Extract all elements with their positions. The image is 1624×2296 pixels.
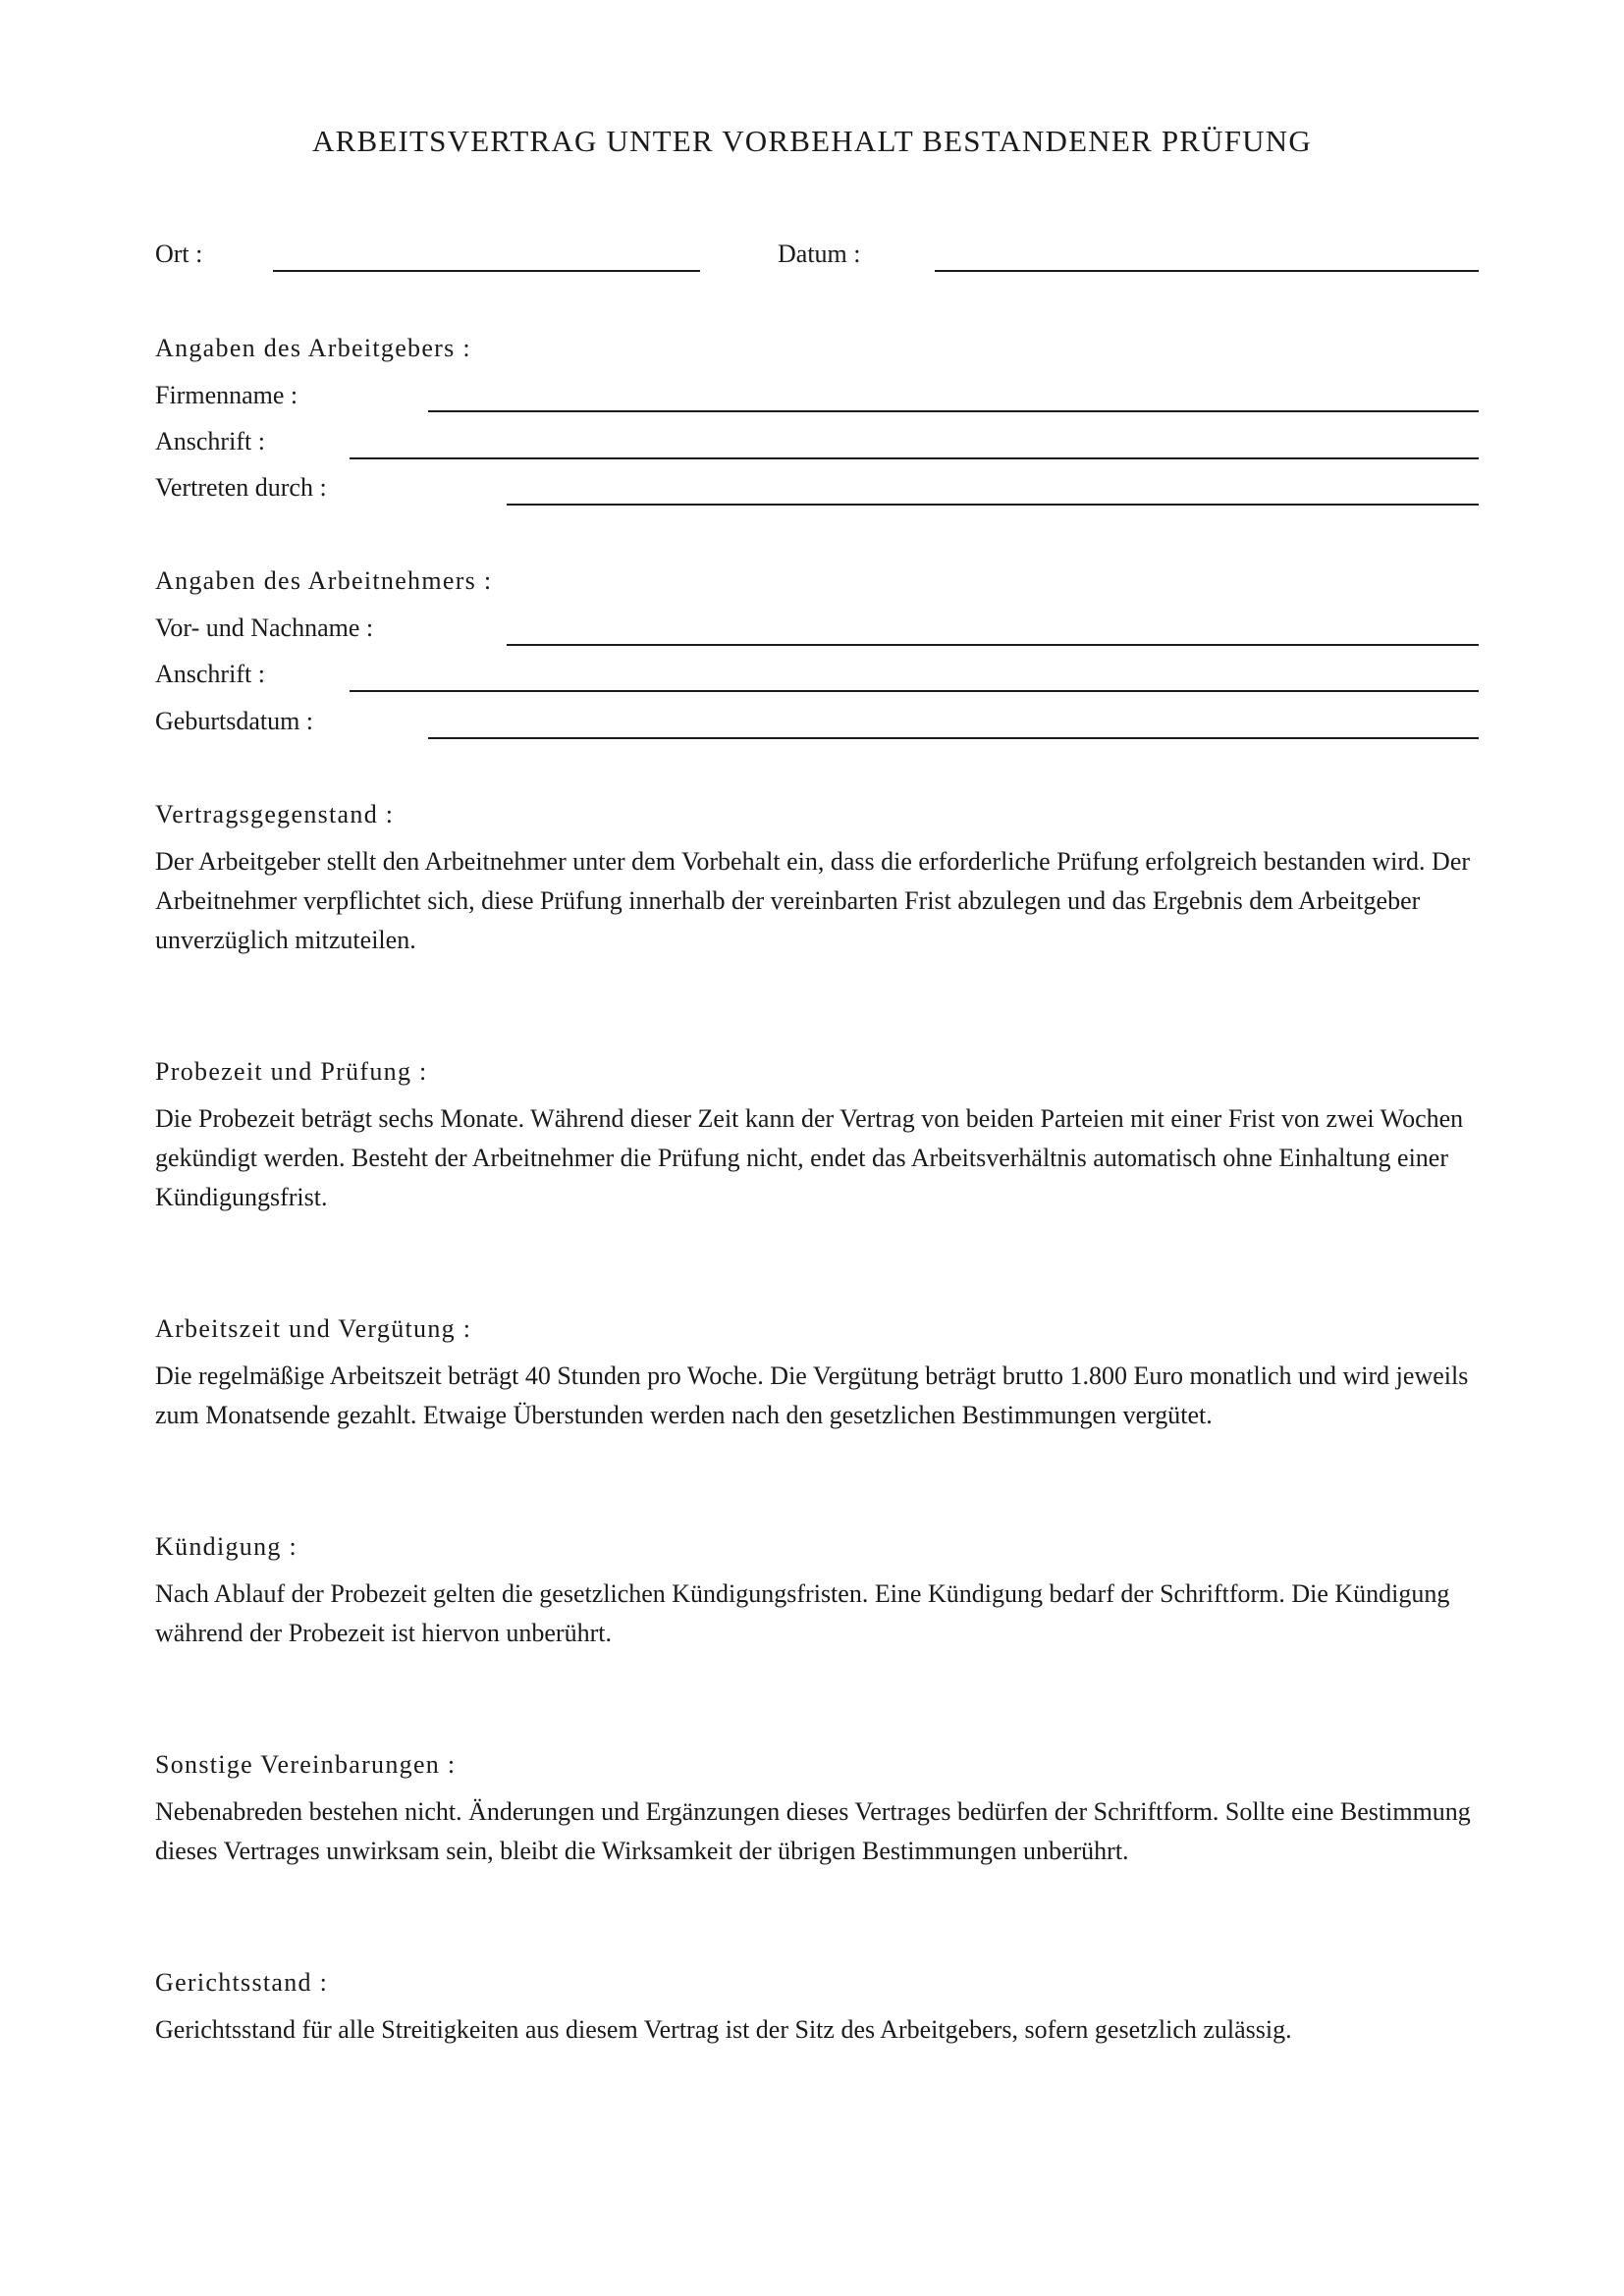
section-text-gerichtsstand: Gerichtsstand für alle Streitigkeiten aus diesem Vertrag ist der Sitz des Arbeitgebers, sofern gesetzlich zulässig.: [155, 2015, 1292, 2044]
datum-label: Datum :: [778, 240, 861, 268]
ort-label: Ort :: [155, 240, 203, 268]
arbeitnehmer-anschrift-label: Anschrift :: [155, 660, 265, 688]
datum-field-line[interactable]: [935, 270, 1479, 272]
name-label: Vor- und Nachname :: [155, 614, 374, 642]
ort-field-line[interactable]: [273, 270, 700, 272]
arbeitnehmer-heading: Angaben des Arbeitnehmers :: [155, 566, 493, 595]
arbeitnehmer-anschrift-field-line[interactable]: [350, 690, 1479, 692]
section-heading-gerichtsstand: Gerichtsstand :: [155, 1968, 329, 1997]
section-heading-arbeitszeit: Arbeitszeit und Vergütung :: [155, 1314, 472, 1343]
firmenname-field-line[interactable]: [428, 410, 1479, 412]
section-text-sonstige: Nebenabreden bestehen nicht. Änderungen und Ergänzungen dieses Vertrages bedürfen der Schriftform. Sollte eine Bestimmung dieses Vertrages unwirksam sein, bleibt die Wirksamkeit der übrigen Bestimmungen unberührt.: [155, 1797, 1471, 1865]
section-text-vertragsgegenstand: Der Arbeitgeber stellt den Arbeitnehmer unter dem Vorbehalt ein, dass die erforderliche Prüfung erfolgreich bestanden wird. Der Arbeitnehmer verpflichtet sich, diese Prüfung innerhalb der vereinbarten Frist abzulegen und das Ergebnis dem Arbeitgeber unverzüglich mitzuteilen.: [155, 847, 1471, 954]
section-heading-probezeit: Probezeit und Prüfung :: [155, 1057, 428, 1086]
section-text-arbeitszeit: Die regelmäßige Arbeitszeit beträgt 40 Stunden pro Woche. Die Vergütung beträgt brutto 1.800 Euro monatlich und wird jeweils zum Monatsende gezahlt. Etwaige Überstunden werden nach den gesetzlichen Bestimmungen vergütet.: [155, 1362, 1469, 1429]
document-title: ARBEITSVERTRAG UNTER VORBEHALT BESTANDENER PRÜFUNG: [312, 124, 1312, 158]
section-text-kuendigung: Nach Ablauf der Probezeit gelten die gesetzlichen Kündigungsfristen. Eine Kündigung bedarf der Schriftform. Die Kündigung während der Probezeit ist hiervon unberührt.: [155, 1579, 1450, 1647]
geburtsdatum-field-line[interactable]: [428, 737, 1479, 739]
section-heading-vertragsgegenstand: Vertragsgegenstand :: [155, 800, 395, 828]
section-heading-kuendigung: Kündigung :: [155, 1532, 298, 1561]
vertreten-field-line[interactable]: [507, 504, 1479, 506]
firmenname-label: Firmenname :: [155, 381, 298, 409]
arbeitgeber-heading: Angaben des Arbeitgebers :: [155, 334, 471, 362]
section-heading-sonstige: Sonstige Vereinbarungen :: [155, 1750, 457, 1779]
name-field-line[interactable]: [507, 644, 1479, 646]
geburtsdatum-label: Geburtsdatum :: [155, 707, 314, 735]
arbeitgeber-anschrift-field-line[interactable]: [350, 457, 1479, 459]
section-text-probezeit: Die Probezeit beträgt sechs Monate. Während dieser Zeit kann der Vertrag von beiden Parteien mit einer Frist von zwei Wochen gekündigt werden. Besteht der Arbeitnehmer die Prüfung nicht, endet das Arbeitsverhältnis automatisch ohne Einhaltung einer Kündigungsfrist.: [155, 1104, 1464, 1211]
arbeitgeber-anschrift-label: Anschrift :: [155, 427, 265, 455]
vertreten-label: Vertreten durch :: [155, 473, 327, 502]
